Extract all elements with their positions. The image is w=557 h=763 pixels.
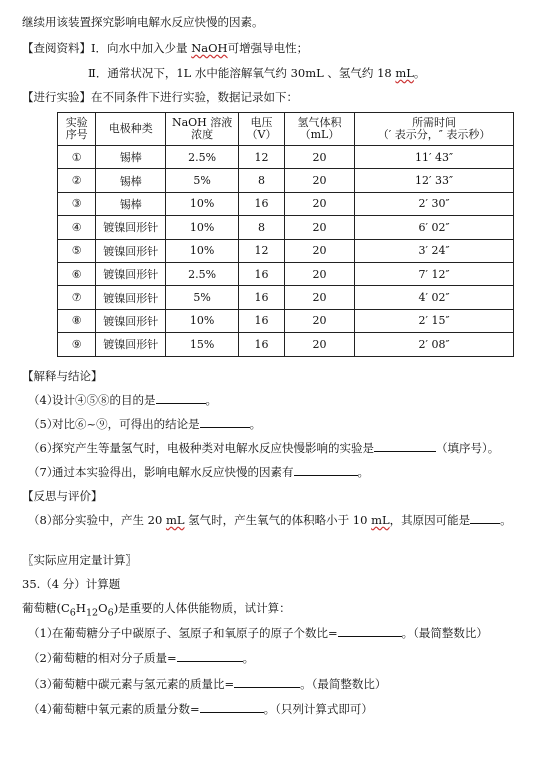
cell-seq: ③	[58, 192, 96, 215]
cell-h2-volume: 20	[284, 286, 354, 309]
table-row	[58, 333, 514, 356]
table-row	[58, 146, 514, 169]
calc4-number: （4）	[28, 702, 59, 716]
cell-voltage: 8	[239, 216, 285, 239]
table-row	[58, 169, 514, 192]
cell-naoh: 2.5%	[166, 146, 239, 169]
table-header-row	[58, 113, 514, 146]
table-row	[58, 309, 514, 332]
cell-voltage: 16	[239, 333, 285, 356]
header-h2-volume: 氢气体积 （mL）	[284, 113, 354, 146]
q8-text-a: 部分实验中，产生 20	[52, 513, 166, 527]
lookup-item2-end: 。	[413, 66, 426, 80]
cell-naoh: 10%	[166, 239, 239, 262]
cell-time: 6′ 02″	[355, 216, 514, 239]
q4-blank[interactable]	[156, 392, 206, 404]
cell-seq: ①	[58, 146, 96, 169]
calc1-end: 。（最简整数比）	[401, 626, 488, 640]
cell-h2-volume: 20	[284, 146, 354, 169]
cell-h2-volume: 20	[284, 239, 354, 262]
calc4-end: 。（只列计算式即可）	[263, 702, 373, 716]
header-time: 所需时间 （′ 表示分，″ 表示秒）	[355, 113, 514, 146]
cell-voltage: 8	[239, 169, 285, 192]
header-voltage: 电压 （V）	[239, 113, 285, 146]
cell-time: 11′ 43″	[355, 146, 514, 169]
q4-text: 设计④⑤⑧的目的是	[52, 393, 156, 407]
calc2-blank[interactable]	[177, 650, 243, 662]
q7-text: 通过本实验得出，影响电解水反应快慢的因素有	[52, 465, 294, 479]
experiment-heading	[22, 89, 298, 105]
cell-seq: ⑤	[58, 239, 96, 262]
q5-number: （5）	[28, 417, 59, 431]
cell-electrode: 锡棒	[96, 146, 166, 169]
cell-time: 7′ 12″	[355, 262, 514, 285]
cell-time: 4′ 02″	[355, 286, 514, 309]
q8-unit-2: mL	[371, 513, 390, 527]
header-seq: 实验 序号	[58, 113, 96, 146]
q5-blank[interactable]	[200, 416, 250, 428]
cell-voltage: 12	[239, 239, 285, 262]
calc1-text: 在葡萄糖分子中碳原子、氢原子和氧原子的原子个数比=	[52, 626, 338, 640]
calc4-text: 葡萄糖中氧元素的质量分数=	[52, 702, 200, 716]
cell-seq: ⑦	[58, 286, 96, 309]
cell-electrode: 锡棒	[96, 169, 166, 192]
calc-question-1	[28, 625, 488, 641]
conclusion-title: 【解释与结论】	[22, 369, 103, 383]
cell-electrode: 镀镍回形针	[96, 262, 166, 285]
cell-electrode: 镀镍回形针	[96, 333, 166, 356]
q5-text: 对比⑥~⑨，可得出的结论是	[52, 417, 200, 431]
cell-naoh: 5%	[166, 169, 239, 192]
calc2-text: 葡萄糖的相对分子质量=	[52, 651, 177, 665]
calc-question-3	[28, 676, 386, 692]
section2-title: 〖实际应用定量计算〗	[22, 553, 137, 567]
q5-end: 。	[249, 417, 262, 431]
cell-naoh: 10%	[166, 216, 239, 239]
cell-electrode: 镀镍回形针	[96, 239, 166, 262]
glucose-intro-b: )是重要的人体供能物质，试计算：	[113, 601, 291, 615]
question-4	[28, 392, 217, 408]
cell-voltage: 16	[239, 262, 285, 285]
ml-unit: mL	[395, 66, 414, 80]
q4-end: 。	[205, 393, 217, 407]
glucose-intro-a: 葡萄糖(C	[22, 601, 70, 615]
q7-blank[interactable]	[294, 464, 358, 476]
q6-text: 探究产生等量氢气时，电极种类对电解水反应快慢影响的实验是	[52, 441, 374, 455]
q6-blank[interactable]	[374, 440, 436, 452]
table-row	[58, 216, 514, 239]
cell-h2-volume: 20	[284, 169, 354, 192]
reflection-title: 【反思与评价】	[22, 489, 103, 503]
question-8	[28, 512, 512, 528]
table-row	[58, 239, 514, 262]
cell-time: 2′ 15″	[355, 309, 514, 332]
cell-h2-volume: 20	[284, 262, 354, 285]
q7-number: （7）	[28, 465, 59, 479]
header-electrode: 电极种类	[96, 113, 166, 146]
question-6	[28, 440, 499, 456]
calc3-end: 。（最简整数比）	[300, 677, 387, 691]
cell-voltage: 16	[239, 309, 285, 332]
cell-h2-volume: 20	[284, 216, 354, 239]
cell-electrode: 镀镍回形针	[96, 309, 166, 332]
q8-text-c: ，其原因可能是	[389, 513, 471, 527]
cell-naoh: 15%	[166, 333, 239, 356]
question-35-title: 35.（4 分）计算题	[22, 577, 121, 591]
cell-naoh: 5%	[166, 286, 239, 309]
q8-number: （8）	[28, 513, 59, 527]
cell-electrode: 镀镍回形针	[96, 216, 166, 239]
question-5	[28, 416, 261, 432]
q7-end: 。	[357, 465, 369, 479]
cell-seq: ⑥	[58, 262, 96, 285]
cell-time: 12′ 33″	[355, 169, 514, 192]
header-naoh: NaOH 溶液 浓度	[166, 113, 239, 146]
q6-end: （填序号）。	[436, 441, 500, 455]
cell-voltage: 16	[239, 286, 285, 309]
cell-voltage: 12	[239, 146, 285, 169]
calc1-number: （1）	[28, 626, 59, 640]
glucose-intro	[22, 600, 291, 621]
experiment-desc: 在不同条件下进行实验，数据记录如下：	[91, 90, 298, 104]
q8-end: 。	[500, 513, 512, 527]
q6-number: （6）	[28, 441, 59, 455]
glucose-o: O	[98, 601, 108, 615]
cell-seq: ④	[58, 216, 96, 239]
q8-blank[interactable]	[470, 512, 500, 524]
table-row	[58, 286, 514, 309]
cell-seq: ②	[58, 169, 96, 192]
glucose-o-subscript: 6	[107, 607, 114, 619]
cell-voltage: 16	[239, 192, 285, 215]
lookup-item2-prefix: Ⅱ．通常状况下，1L 水中能溶解氧气约 30mL 、氢气约 18	[88, 66, 396, 80]
calc3-number: （3）	[28, 677, 59, 691]
experiment-title: 【进行实验】	[22, 90, 91, 104]
calc2-number: （2）	[28, 651, 59, 665]
cell-h2-volume: 20	[284, 192, 354, 215]
calc2-end: 。	[242, 651, 255, 665]
cell-time: 2′ 30″	[355, 192, 514, 215]
cell-time: 2′ 08″	[355, 333, 514, 356]
calc4-blank[interactable]	[200, 701, 264, 713]
lookup-title: 【查阅资料】	[22, 41, 91, 55]
cell-seq: ⑧	[58, 309, 96, 332]
q8-text-b: 氢气时，产生氧气的体积略小于 10	[184, 513, 372, 527]
glucose-c-subscript: 6	[69, 607, 76, 619]
cell-h2-volume: 20	[284, 333, 354, 356]
question-7	[28, 464, 369, 480]
calc-question-4	[28, 701, 373, 717]
cell-time: 3′ 24″	[355, 239, 514, 262]
cell-naoh: 10%	[166, 192, 239, 215]
cell-electrode: 镀镍回形针	[96, 286, 166, 309]
lookup-item1-prefix: Ⅰ．向水中加入少量	[91, 41, 192, 55]
calc3-text: 葡萄糖中碳元素与氢元素的质量比=	[52, 677, 235, 691]
glucose-h: H	[75, 601, 86, 615]
calc3-blank[interactable]	[234, 676, 300, 688]
lookup-line-1	[22, 40, 308, 56]
intro-text: 继续用该装置探究影响电解水反应快慢的因素。	[22, 15, 264, 29]
glucose-h-subscript: 12	[85, 607, 99, 619]
cell-naoh: 2.5%	[166, 262, 239, 285]
naoh-term: NaOH	[191, 41, 228, 55]
cell-electrode: 锡棒	[96, 192, 166, 215]
q8-unit-1: mL	[165, 513, 185, 527]
cell-seq: ⑨	[58, 333, 96, 356]
lookup-line-2	[88, 65, 425, 81]
cell-naoh: 10%	[166, 309, 239, 332]
cell-h2-volume: 20	[284, 309, 354, 332]
q4-number: （4）	[28, 393, 59, 407]
table-row	[58, 192, 514, 215]
calc1-blank[interactable]	[338, 625, 402, 637]
table-row	[58, 262, 514, 285]
experiment-table	[57, 112, 514, 357]
calc-question-2	[28, 650, 254, 666]
lookup-item1-suffix: 可增强导电性；	[227, 41, 309, 55]
